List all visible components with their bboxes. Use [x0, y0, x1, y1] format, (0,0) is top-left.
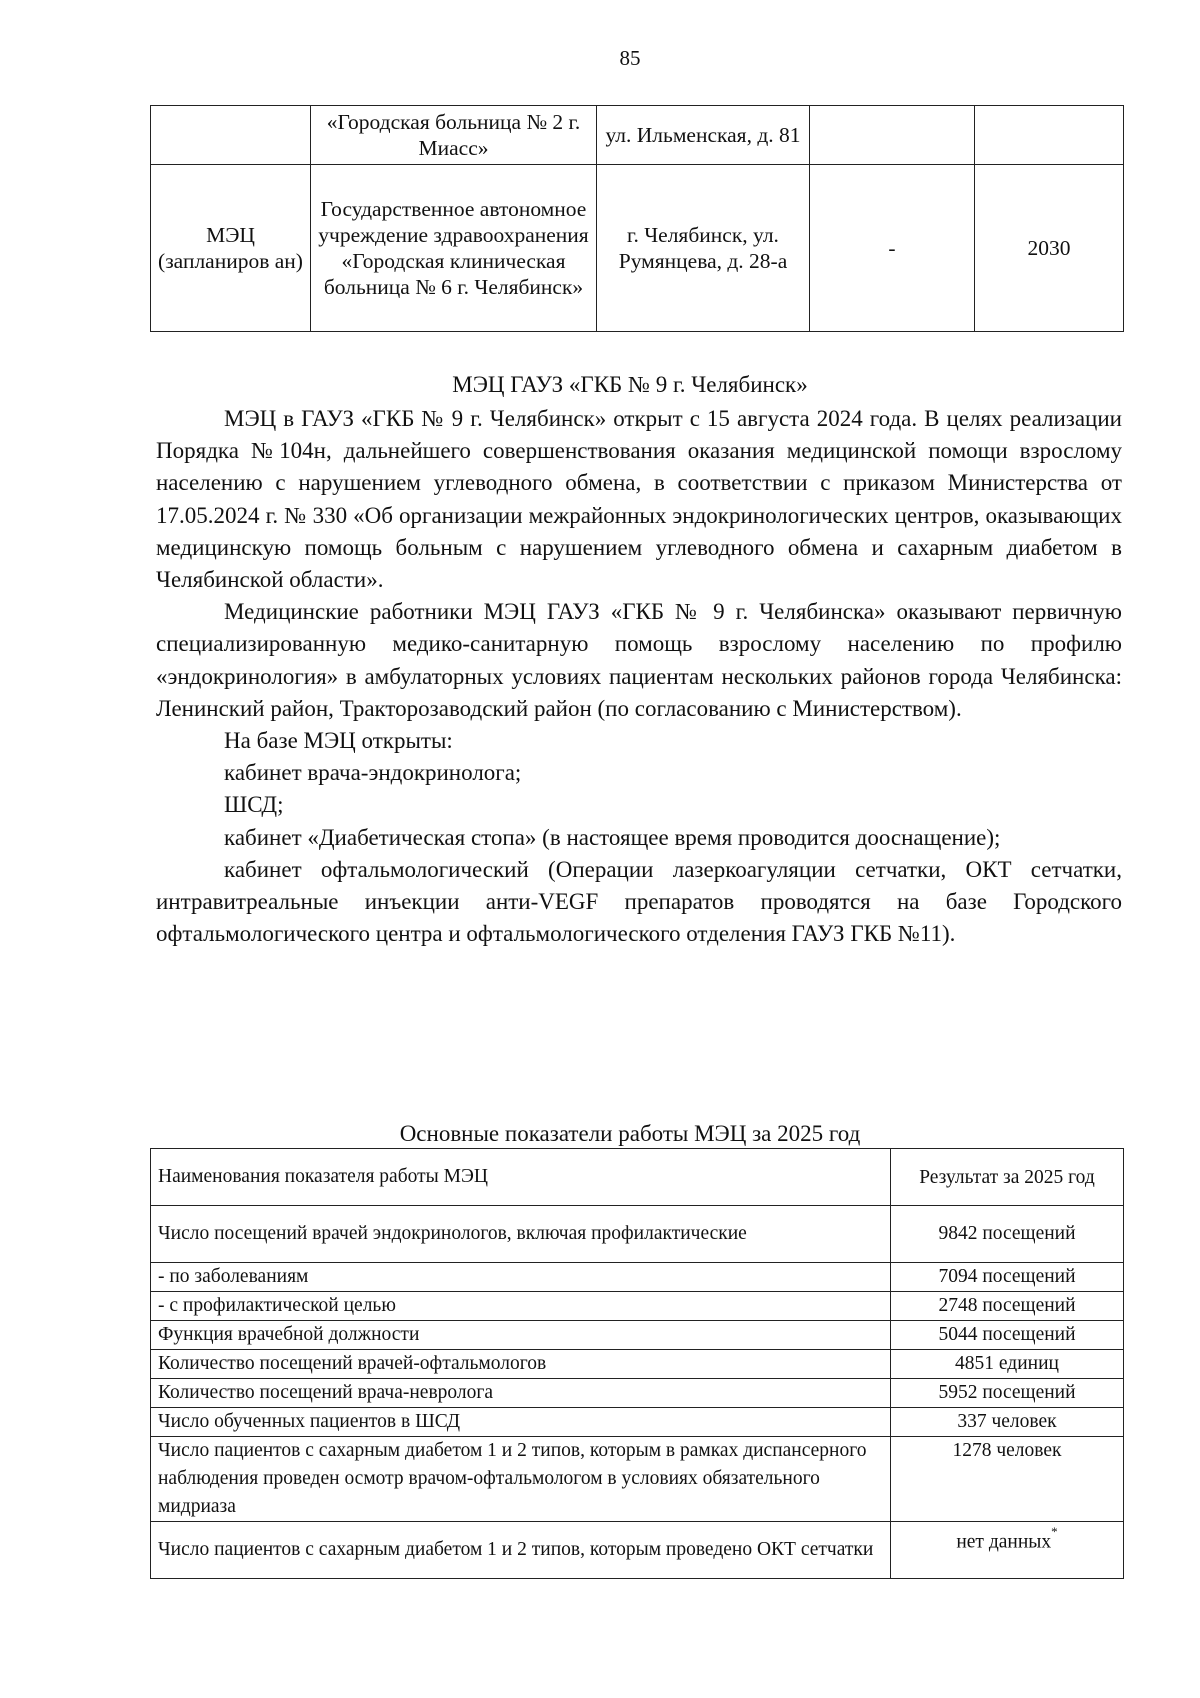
table-cell-address: ул. Ильменская, д. 81 — [597, 106, 810, 165]
table-cell-organization: Государственное автономное учреждение здравоохранения «Городская клиническая больница № 6 г. Челябинск» — [311, 165, 597, 332]
table-row — [151, 165, 1124, 332]
table-cell-type — [151, 106, 311, 165]
indicator-name: Число обученных пациентов в ШСД — [151, 1408, 891, 1437]
indicator-value: 7094 посещений — [891, 1263, 1124, 1292]
indicator-value: 4851 единиц — [891, 1350, 1124, 1379]
body-text — [156, 403, 1122, 950]
header-indicator-name: Наименования показателя работы МЭЦ — [151, 1149, 891, 1206]
table-cell-organization: «Городская больница № 2 г. Миасс» — [311, 106, 597, 165]
indicator-value: 2748 посещений — [891, 1292, 1124, 1321]
indicator-name: - с профилактической целью — [151, 1292, 891, 1321]
list-item: кабинет «Диабетическая стопа» (в настоящее время проводится дооснащение); — [224, 824, 1001, 850]
table-row — [151, 1292, 1124, 1321]
table-cell-address: г. Челябинск, ул. Румянцева, д. 28-а — [597, 165, 810, 332]
footnote-mark: * — [1051, 1524, 1058, 1539]
table-cell-type: МЭЦ (запланиров ан) — [151, 165, 311, 332]
list-item: кабинет офтальмологический (Операции лазеркоагуляции сетчатки, ОКТ сетчатки, интравитреальные инъекции анти-VEGF препаратов проводятся на базе Городского офтальмологического центра и офтальмологического отделения ГАУЗ ГКБ №11). — [156, 856, 1122, 947]
table-row — [151, 1321, 1124, 1350]
page-number: 85 — [619, 46, 641, 70]
table-cell-empty — [810, 106, 975, 165]
indicator-value: 5952 посещений — [891, 1379, 1124, 1408]
table-row — [151, 1408, 1124, 1437]
table-row — [151, 1350, 1124, 1379]
table-row — [151, 1206, 1124, 1263]
table-cell-year: 2030 — [975, 165, 1124, 332]
indicator-value: нет данных — [956, 1531, 1052, 1553]
indicator-name: Количество посещений врачей-офтальмологов — [151, 1350, 891, 1379]
table-row — [151, 1263, 1124, 1292]
indicator-value: 5044 посещений — [891, 1321, 1124, 1350]
indicator-name: Число пациентов с сахарным диабетом 1 и 2 типов, которым проведено ОКТ сетчатки — [151, 1522, 891, 1579]
indicator-name: Количество посещений врача-невролога — [151, 1379, 891, 1408]
indicator-value: 337 человек — [891, 1408, 1124, 1437]
header-result: Результат за 2025 год — [891, 1149, 1124, 1206]
indicator-name: - по заболеваниям — [151, 1263, 891, 1292]
indicators-table — [150, 1148, 1124, 1579]
paragraph-intro: МЭЦ в ГАУЗ «ГКБ № 9 г. Челябинск» открыт с 15 августа 2024 года. В целях реализации Порядка №104н, дальнейшего совершенствования оказания медицинской помощи взрослому населению с нарушением углеводного обмена, в соответствии с приказом Министерства от 17.05.2024 г. № 330 «Об организации межрайонных эндокринологических центров, оказывающих медицинскую помощь больным с нарушением углеводного обмена и сахарным диабетом в Челябинской области». — [156, 406, 1122, 593]
table-caption: Основные показатели работы МЭЦ за 2025 год — [399, 1121, 861, 1146]
list-item: ШСД; — [224, 792, 284, 818]
indicator-value: 9842 посещений — [891, 1206, 1124, 1263]
indicator-name: Число пациентов с сахарным диабетом 1 и 2 типов, которым в рамках диспансерного наблюдения проведен осмотр врачом-офтальмологом в условиях обязательного мидриаза — [151, 1437, 891, 1522]
indicator-value: 1278 человек — [891, 1437, 1124, 1522]
table-header-row — [151, 1149, 1124, 1206]
paragraph-staff: Медицинские работники МЭЦ ГАУЗ «ГКБ № 9 г. Челябинска» оказывают первичную специализированную медико-санитарную помощь взрослому населению по профилю «эндокринология» в амбулаторных условиях пациентам нескольких районов города Челябинска: Ленинский район, Тракторозаводский район (по согласованию с Министерством). — [156, 599, 1122, 721]
table-row — [151, 1437, 1124, 1522]
indicator-name: Функция врачебной должности — [151, 1321, 891, 1350]
table-row — [151, 1522, 1124, 1579]
table-row — [151, 106, 1124, 165]
indicator-value-cell — [891, 1522, 1124, 1579]
paragraph-opened: На базе МЭЦ открыты: — [224, 728, 453, 754]
table-row — [151, 1379, 1124, 1408]
list-item: кабинет врача-эндокринолога; — [224, 760, 522, 786]
section-title: МЭЦ ГАУЗ «ГКБ № 9 г. Челябинск» — [452, 372, 808, 397]
indicator-name: Число посещений врачей эндокринологов, включая профилактические — [151, 1206, 891, 1263]
table-cell-empty — [975, 106, 1124, 165]
organizations-table-continuation — [150, 105, 1124, 332]
table-cell-dash: - — [810, 165, 975, 332]
